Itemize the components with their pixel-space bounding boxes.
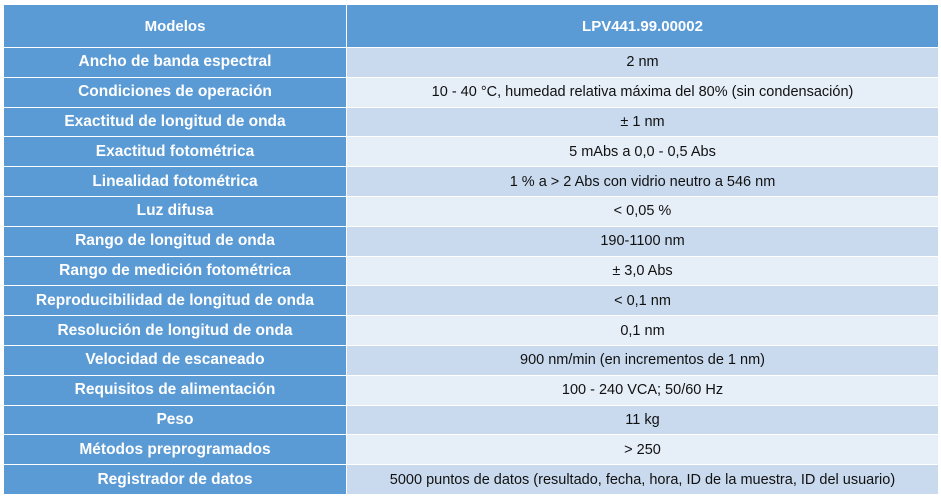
row-value: 0,1 nm	[347, 316, 939, 346]
table-row	[4, 167, 939, 197]
row-label: Rango de longitud de onda	[4, 226, 347, 256]
table-row	[4, 226, 939, 256]
row-label: Exactitud fotométrica	[4, 137, 347, 167]
row-value: > 250	[347, 435, 939, 465]
row-label: Exactitud de longitud de onda	[4, 107, 347, 137]
table-row	[4, 435, 939, 465]
table-row	[4, 107, 939, 137]
table-row	[4, 137, 939, 167]
row-value: 5000 puntos de datos (resultado, fecha, hora, ID de la muestra, ID del usuario)	[347, 465, 939, 495]
row-label: Reproducibilidad de longitud de onda	[4, 286, 347, 316]
row-value: ± 3,0 Abs	[347, 256, 939, 286]
row-label: Registrador de datos	[4, 465, 347, 495]
row-label: Ancho de banda espectral	[4, 48, 347, 78]
row-label: Rango de medición fotométrica	[4, 256, 347, 286]
table-row	[4, 77, 939, 107]
row-label: Velocidad de escaneado	[4, 345, 347, 375]
table-row	[4, 286, 939, 316]
row-label: Resolución de longitud de onda	[4, 316, 347, 346]
row-label: Peso	[4, 405, 347, 435]
row-label: Condiciones de operación	[4, 77, 347, 107]
header-label: Modelos	[4, 5, 347, 48]
table-row	[4, 405, 939, 435]
row-value: 900 nm/min (en incrementos de 1 nm)	[347, 345, 939, 375]
row-value: 10 - 40 °C, humedad relativa máxima del 80% (sin condensación)	[347, 77, 939, 107]
row-label: Métodos preprogramados	[4, 435, 347, 465]
row-label: Requisitos de alimentación	[4, 375, 347, 405]
row-value: 1 % a > 2 Abs con vidrio neutro a 546 nm	[347, 167, 939, 197]
row-value: 2 nm	[347, 48, 939, 78]
table-row	[4, 316, 939, 346]
row-value: ± 1 nm	[347, 107, 939, 137]
row-value: 11 kg	[347, 405, 939, 435]
spec-table	[3, 4, 939, 495]
row-value: 190-1100 nm	[347, 226, 939, 256]
table-row	[4, 256, 939, 286]
table-header-row	[4, 5, 939, 48]
row-value: < 0,1 nm	[347, 286, 939, 316]
row-value: 5 mAbs a 0,0 - 0,5 Abs	[347, 137, 939, 167]
table-row	[4, 196, 939, 226]
table-row	[4, 465, 939, 495]
table-row	[4, 48, 939, 78]
table-row	[4, 375, 939, 405]
row-label: Linealidad fotométrica	[4, 167, 347, 197]
table-row	[4, 345, 939, 375]
row-value: < 0,05 %	[347, 196, 939, 226]
row-value: 100 - 240 VCA; 50/60 Hz	[347, 375, 939, 405]
row-label: Luz difusa	[4, 196, 347, 226]
header-model: LPV441.99.00002	[347, 5, 939, 48]
